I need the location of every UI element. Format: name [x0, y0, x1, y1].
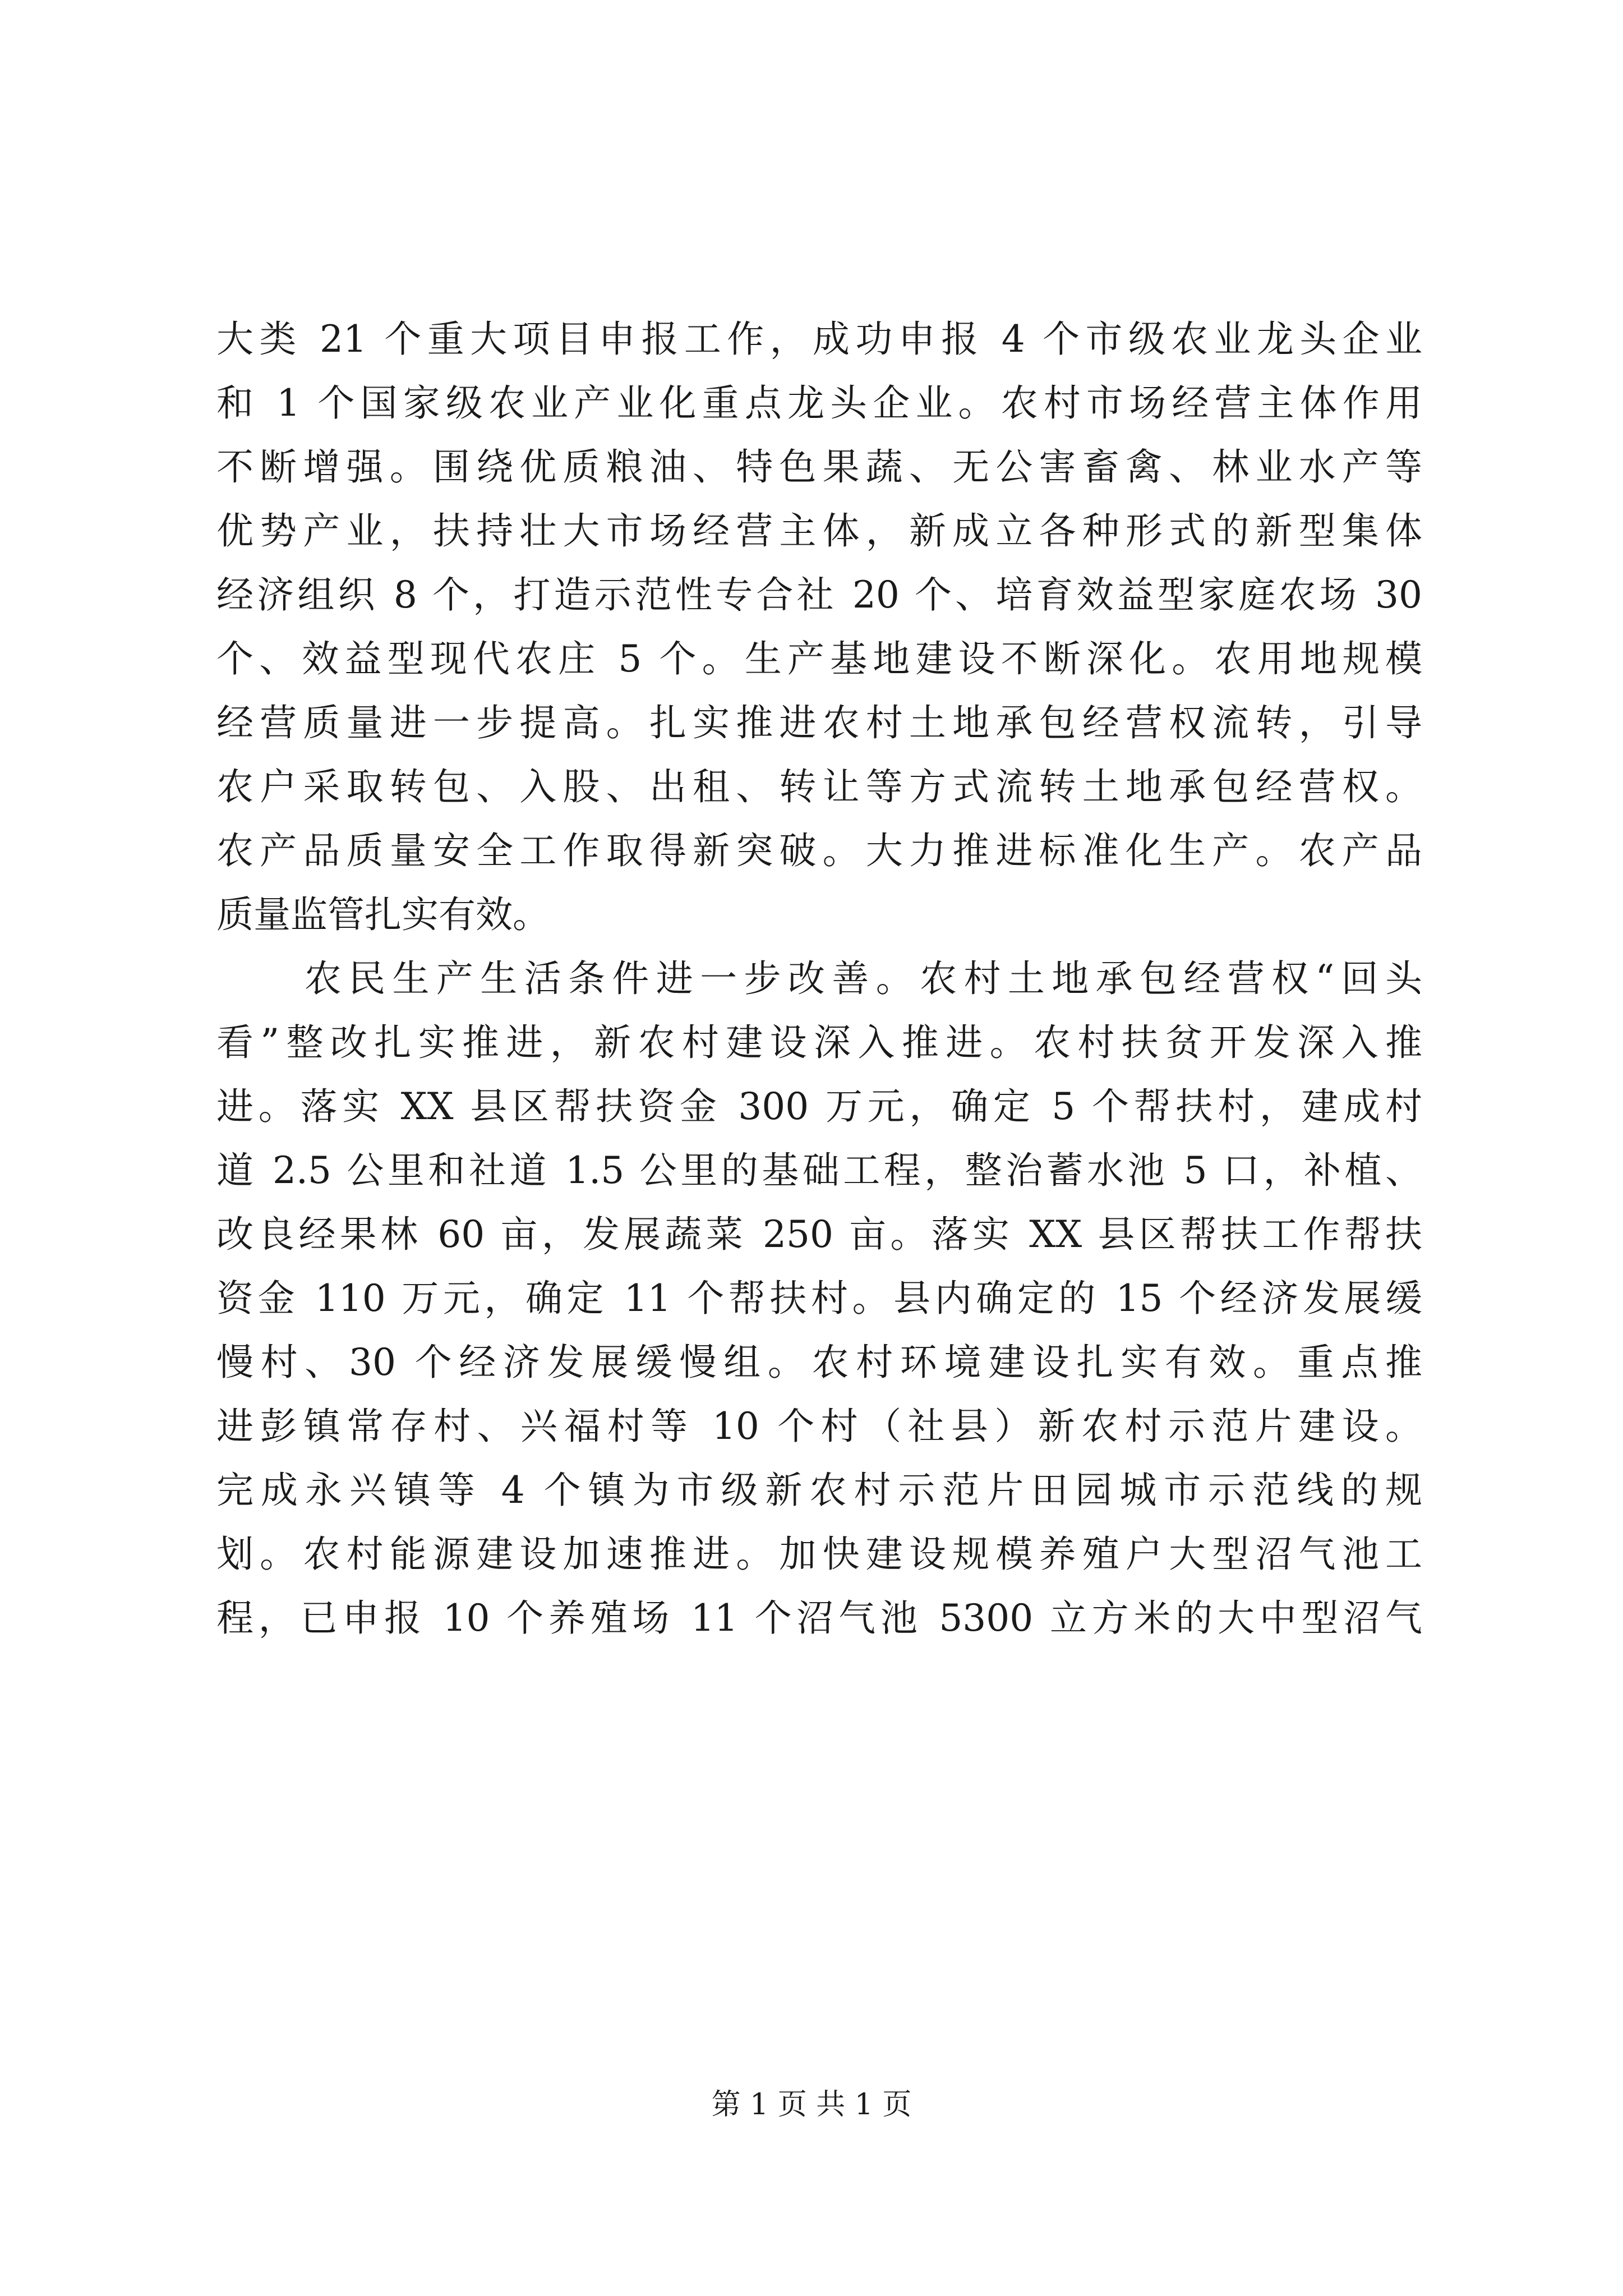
- body-text: [216, 307, 1422, 1650]
- text-line: 农户采取转包、入股、出租、转让等方式流转土地承包经营权。: [216, 765, 1422, 808]
- text-line: 资金 110 万元，确定 11 个帮扶村。县内确定的 15 个经济发展缓: [216, 1277, 1422, 1320]
- text-line: 划。农村能源建设加速推进。加快建设规模养殖户大型沼气池工: [216, 1533, 1422, 1576]
- text-line: 进彭镇常存村、兴福村等 10 个村（社县）新农村示范片建设。: [216, 1405, 1422, 1448]
- text-line: 进。落实 XX 县区帮扶资金 300 万元，确定 5 个帮扶村，建成村: [216, 1085, 1422, 1128]
- page-footer: 第 1 页 共 1 页: [711, 2088, 912, 2122]
- paragraph-2: [216, 947, 1422, 1650]
- text-line: 经营质量进一步提高。扎实推进农村土地承包经营权流转，引导: [216, 701, 1422, 744]
- text-line: 质量监管扎实有效。: [216, 893, 550, 936]
- text-line: 优势产业，扶持壮大市场经营主体，新成立各种形式的新型集体: [216, 509, 1422, 553]
- text-line: 大类 21 个重大项目申报工作，成功申报 4 个市级农业龙头企业: [216, 318, 1422, 361]
- text-line: 农民生产生活条件进一步改善。农村土地承包经营权“回头: [216, 957, 1422, 1000]
- text-line: 看”整改扎实推进，新农村建设深入推进。农村扶贫开发深入推: [216, 1021, 1422, 1064]
- text-line: 个、效益型现代农庄 5 个。生产基地建设不断深化。农用地规模: [216, 637, 1422, 680]
- text-line: 不断增强。围绕优质粮油、特色果蔬、无公害畜禽、林业水产等: [216, 445, 1422, 489]
- text-line: 完成永兴镇等 4 个镇为市级新农村示范片田园城市示范线的规: [216, 1469, 1422, 1512]
- text-line: 改良经果林 60 亩，发展蔬菜 250 亩。落实 XX 县区帮扶工作帮扶: [216, 1213, 1422, 1256]
- text-line: 程，已申报 10 个养殖场 11 个沼气池 5300 立方米的大中型沼气: [216, 1596, 1422, 1640]
- text-line: 和 1 个国家级农业产业化重点龙头企业。农村市场经营主体作用: [216, 381, 1422, 425]
- text-line: 道 2.5 公里和社道 1.5 公里的基础工程，整治蓄水池 5 口，补植、: [216, 1149, 1422, 1192]
- text-line: 农产品质量安全工作取得新突破。大力推进标准化生产。农产品: [216, 829, 1422, 872]
- paragraph-1: [216, 307, 1422, 947]
- text-line: 慢村、30 个经济发展缓慢组。农村环境建设扎实有效。重点推: [216, 1341, 1422, 1384]
- text-line: 经济组织 8 个，打造示范性专合社 20 个、培育效益型家庭农场 30: [216, 573, 1422, 616]
